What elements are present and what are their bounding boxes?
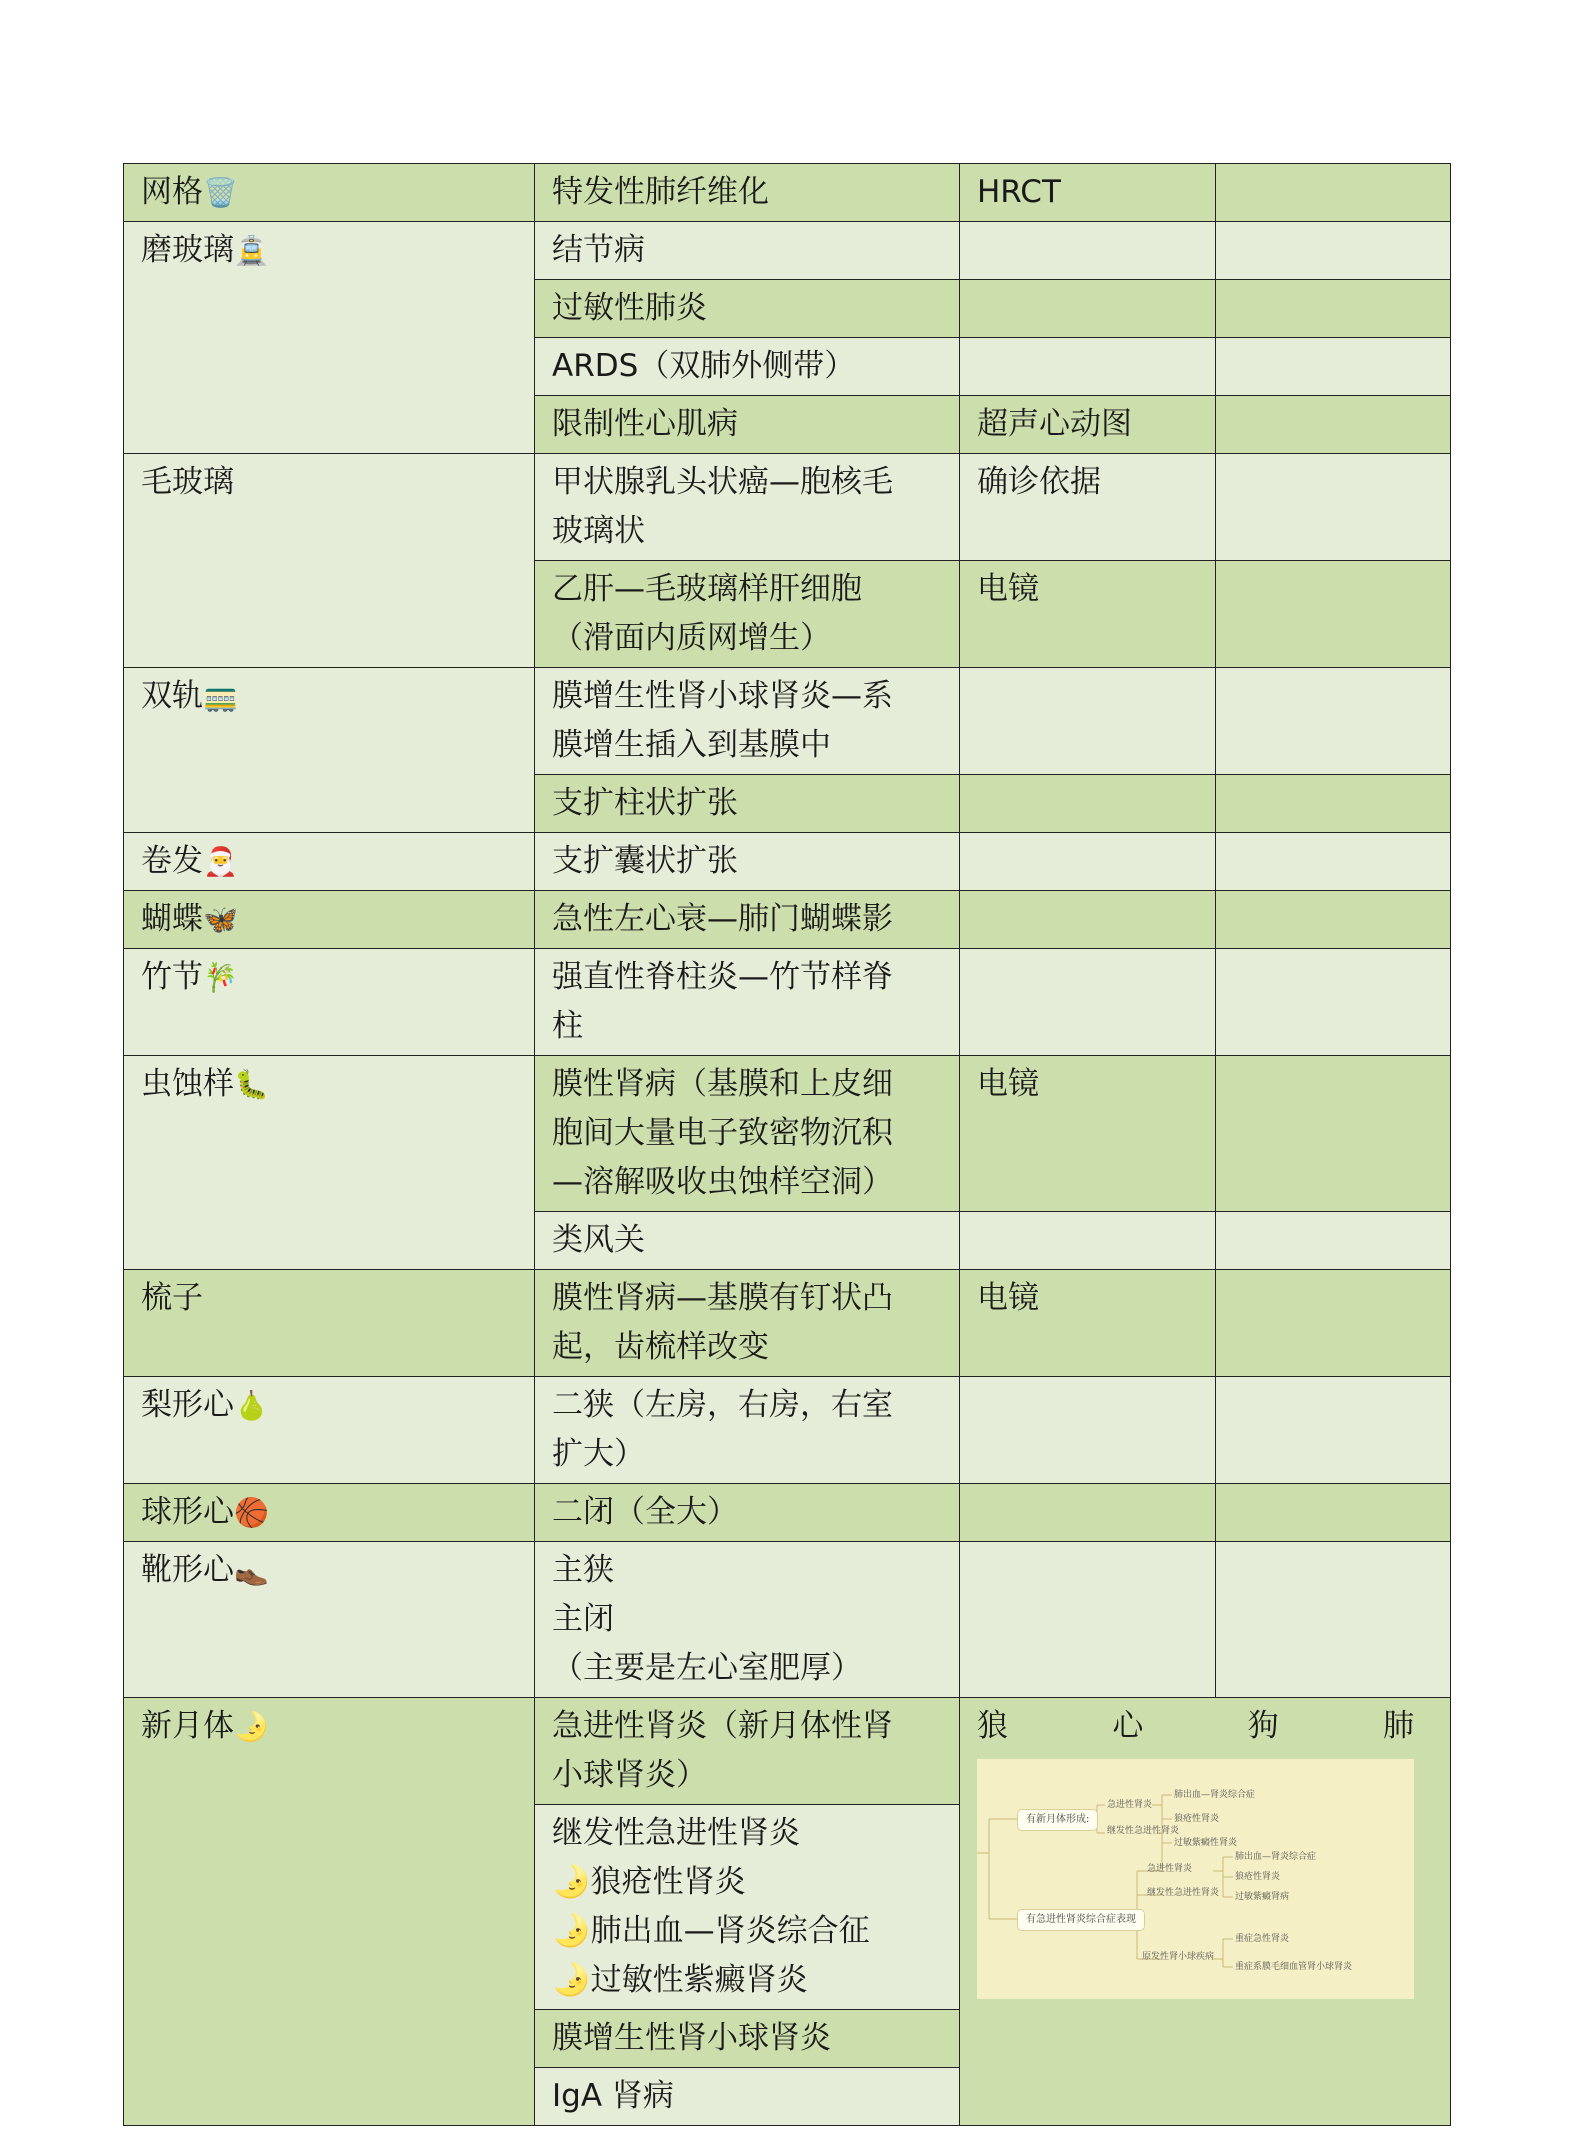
table-row — [124, 949, 1451, 1056]
table-row — [124, 164, 1451, 222]
method-cell — [960, 1212, 1216, 1270]
sign-cell — [124, 668, 535, 833]
notes-cell — [1216, 891, 1451, 949]
sign-emoji-icon: 🌛 — [234, 1710, 269, 1743]
notes-cell — [1216, 396, 1451, 454]
method-cell: 电镜 — [960, 561, 1216, 668]
notes-cell — [1216, 1270, 1451, 1377]
sign-name: 毛玻璃 — [141, 464, 234, 500]
sign-name: 梨形心 — [141, 1387, 234, 1423]
symptom-cell — [535, 1484, 960, 1542]
symptom-line: 急进性肾炎（新月体性肾 — [552, 1708, 893, 1744]
symptom-line: （滑面内质网增生） — [552, 620, 831, 656]
symptom-line: 特发性肺纤维化 — [552, 174, 769, 210]
symptom-line: 乙肝—毛玻璃样肝细胞 — [552, 571, 862, 607]
signs-table — [123, 163, 1451, 2126]
method-cell — [960, 668, 1216, 775]
notes-cell — [1216, 164, 1451, 222]
symptom-line: 继发性急进性肾炎 — [552, 1815, 800, 1851]
sign-name: 双轨 — [141, 678, 203, 714]
mindmap-leaf: 肺出血—肾炎综合症 — [1174, 1790, 1256, 1800]
symptom-cell — [535, 891, 960, 949]
notes-cell — [1216, 1484, 1451, 1542]
symptom-cell — [535, 561, 960, 668]
mindmap-leaf: 肺出血—肾炎综合症 — [1235, 1852, 1317, 1862]
method-cell — [960, 1377, 1216, 1484]
mnemonic-line — [977, 1702, 1414, 1751]
symptom-line: 小球肾炎） — [552, 1757, 707, 1793]
mindmap-leaf: 急进性肾炎 — [1107, 1800, 1153, 1810]
sign-name: 虫蚀样 — [141, 1066, 234, 1102]
mindmap-leaf: 继发性急进性肾炎 — [1107, 1826, 1180, 1836]
mindmap-leaf: 狼疮性肾炎 — [1174, 1814, 1220, 1824]
mindmap-leaf: 急进性肾炎 — [1147, 1864, 1193, 1874]
symptom-cell — [535, 1805, 960, 2010]
symptom-cell — [535, 949, 960, 1056]
symptom-cell — [535, 338, 960, 396]
notes-cell — [1216, 338, 1451, 396]
symptom-line: ARDS（双肺外侧带） — [552, 348, 856, 384]
symptom-line: 🌛狼疮性肾炎 — [552, 1864, 746, 1900]
method-cell: HRCT — [960, 164, 1216, 222]
sign-name: 梳子 — [141, 1280, 203, 1316]
symptom-line: 二狭（左房，右房，右室 — [552, 1387, 893, 1423]
method-cell: 电镜 — [960, 1270, 1216, 1377]
sign-name: 球形心 — [141, 1494, 234, 1530]
mindmap-node: 有新月体形成: — [1017, 1809, 1098, 1831]
sign-name: 竹节 — [141, 959, 203, 995]
symptom-cell — [535, 164, 960, 222]
table-row — [124, 1542, 1451, 1698]
notes-cell — [1216, 454, 1451, 561]
sign-cell — [124, 164, 535, 222]
symptom-cell — [535, 280, 960, 338]
table-row — [124, 1698, 1451, 1805]
symptom-cell — [535, 1542, 960, 1698]
symptom-cell — [535, 833, 960, 891]
method-cell — [960, 1484, 1216, 1542]
table-row — [124, 833, 1451, 891]
mindmap-leaf: 原发性肾小球疾病 — [1142, 1952, 1215, 1962]
sign-name: 蝴蝶 — [141, 901, 203, 937]
symptom-line: 支扩柱状扩张 — [552, 785, 738, 821]
table-row — [124, 891, 1451, 949]
sign-emoji-icon: 🍐 — [234, 1389, 269, 1422]
table-row — [124, 454, 1451, 561]
method-cell — [960, 775, 1216, 833]
symptom-cell — [535, 1698, 960, 1805]
sign-cell — [124, 1270, 535, 1377]
mnemonic-char: 狼 — [977, 1708, 1008, 1744]
sign-emoji-icon: 🎅 — [203, 845, 238, 878]
mindmap-leaf: 继发性急进性肾炎 — [1147, 1888, 1220, 1898]
sign-name: 靴形心 — [141, 1552, 234, 1588]
method-cell: 电镜 — [960, 1056, 1216, 1212]
mnemonic-char: 肺 — [1382, 1708, 1414, 1744]
method-cell: 确诊依据 — [960, 454, 1216, 561]
mindmap-leaf: 重症系膜毛细血管肾小球肾炎 — [1235, 1962, 1353, 1972]
sign-name: 卷发 — [141, 843, 203, 879]
mnemonic-char: 心 — [1112, 1708, 1144, 1744]
symptom-line: 胞间大量电子致密物沉积 — [552, 1115, 893, 1151]
sign-emoji-icon: 🎋 — [203, 961, 238, 994]
symptom-line: 支扩囊状扩张 — [552, 843, 738, 879]
sign-emoji-icon: 🗑️ — [203, 176, 238, 209]
symptom-cell — [535, 1056, 960, 1212]
sign-cell — [124, 1484, 535, 1542]
sign-cell — [124, 949, 535, 1056]
notes-cell — [1216, 668, 1451, 775]
symptom-line: 结节病 — [552, 232, 645, 268]
sign-cell — [124, 1698, 535, 2126]
symptom-line: 膜增生性肾小球肾炎 — [552, 2020, 831, 2056]
symptom-line: —溶解吸收虫蚀样空洞） — [552, 1164, 893, 1200]
symptom-line: IgA 肾病 — [552, 2078, 674, 2114]
sign-emoji-icon: 🚃 — [203, 680, 238, 713]
notes-cell — [1216, 280, 1451, 338]
sign-emoji-icon: 🏀 — [234, 1496, 269, 1529]
sign-emoji-icon: 🦋 — [203, 903, 238, 936]
symptom-cell — [535, 396, 960, 454]
table-row — [124, 1484, 1451, 1542]
symptom-line: 扩大） — [552, 1436, 645, 1472]
notes-cell — [1216, 222, 1451, 280]
table-row — [124, 1377, 1451, 1484]
sign-emoji-icon: 🚊 — [234, 234, 269, 267]
symptom-line: 膜增生性肾小球肾炎—系 — [552, 678, 893, 714]
notes-cell — [1216, 1056, 1451, 1212]
mnemonic-char: 狗 — [1247, 1708, 1279, 1744]
notes-cell — [1216, 833, 1451, 891]
sign-name: 新月体 — [141, 1708, 234, 1744]
sign-cell — [124, 833, 535, 891]
symptom-cell — [535, 2010, 960, 2068]
mindmap-leaf: 狼疮性肾炎 — [1235, 1872, 1281, 1882]
symptom-cell — [535, 222, 960, 280]
table-row — [124, 222, 1451, 280]
symptom-cell — [535, 775, 960, 833]
symptom-line: 膜增生插入到基膜中 — [552, 727, 831, 763]
symptom-line: 🌛过敏性紫癜肾炎 — [552, 1962, 808, 1998]
symptom-line: 过敏性肺炎 — [552, 290, 707, 326]
method-cell — [960, 1542, 1216, 1698]
symptom-line: 起，齿梳样改变 — [552, 1329, 769, 1365]
sign-cell — [124, 1056, 535, 1270]
table-row — [124, 1270, 1451, 1377]
symptom-line: 急性左心衰—肺门蝴蝶影 — [552, 901, 893, 937]
symptom-line: 二闭（全大） — [552, 1494, 738, 1530]
mnemonic-cell — [960, 1698, 1451, 2126]
method-cell — [960, 891, 1216, 949]
sign-cell — [124, 1377, 535, 1484]
symptom-line: 类风关 — [552, 1222, 645, 1258]
method-cell — [960, 222, 1216, 280]
symptom-cell — [535, 1377, 960, 1484]
symptom-line: 膜性肾病—基膜有钉状凸 — [552, 1280, 893, 1316]
method-cell — [960, 833, 1216, 891]
mindmap-node: 有急进性肾炎综合症表现 — [1017, 1909, 1145, 1931]
method-cell — [960, 280, 1216, 338]
notes-cell — [1216, 1542, 1451, 1698]
table-row — [124, 1056, 1451, 1212]
sign-cell — [124, 891, 535, 949]
method-cell: 超声心动图 — [960, 396, 1216, 454]
mindmap-leaf: 过敏紫癜肾病 — [1235, 1892, 1290, 1902]
symptom-cell — [535, 2068, 960, 2126]
notes-cell — [1216, 1377, 1451, 1484]
symptom-cell — [535, 1270, 960, 1377]
document-page — [123, 163, 1450, 2126]
symptom-line: 限制性心肌病 — [552, 406, 738, 442]
symptom-line: 主狭 — [552, 1552, 614, 1588]
symptom-line: 主闭 — [552, 1601, 614, 1637]
symptom-line: 强直性脊柱炎—竹节样脊 — [552, 959, 893, 995]
symptom-line: 🌛肺出血—肾炎综合征 — [552, 1913, 870, 1949]
symptom-line: 玻璃状 — [552, 513, 645, 549]
sign-emoji-icon: 🐛 — [234, 1068, 269, 1101]
sign-cell — [124, 1542, 535, 1698]
symptom-line: 膜性肾病（基膜和上皮细 — [552, 1066, 893, 1102]
mindmap-leaf: 过敏紫癜性肾炎 — [1174, 1838, 1238, 1848]
sign-cell — [124, 454, 535, 668]
method-cell — [960, 338, 1216, 396]
table-row — [124, 668, 1451, 775]
notes-cell — [1216, 1212, 1451, 1270]
sign-name: 磨玻璃 — [141, 232, 234, 268]
symptom-cell — [535, 1212, 960, 1270]
symptom-cell — [535, 454, 960, 561]
notes-cell — [1216, 775, 1451, 833]
symptom-cell — [535, 668, 960, 775]
mindmap-image — [977, 1759, 1414, 1999]
sign-name: 网格 — [141, 174, 203, 210]
method-cell — [960, 949, 1216, 1056]
notes-cell — [1216, 561, 1451, 668]
symptom-line: 甲状腺乳头状癌—胞核毛 — [552, 464, 893, 500]
symptom-line: 柱 — [552, 1008, 583, 1044]
mindmap-leaf: 重症急性肾炎 — [1235, 1934, 1290, 1944]
notes-cell — [1216, 949, 1451, 1056]
symptom-line: （主要是左心室肥厚） — [552, 1650, 862, 1686]
sign-emoji-icon: 👞 — [234, 1554, 269, 1587]
sign-cell — [124, 222, 535, 454]
